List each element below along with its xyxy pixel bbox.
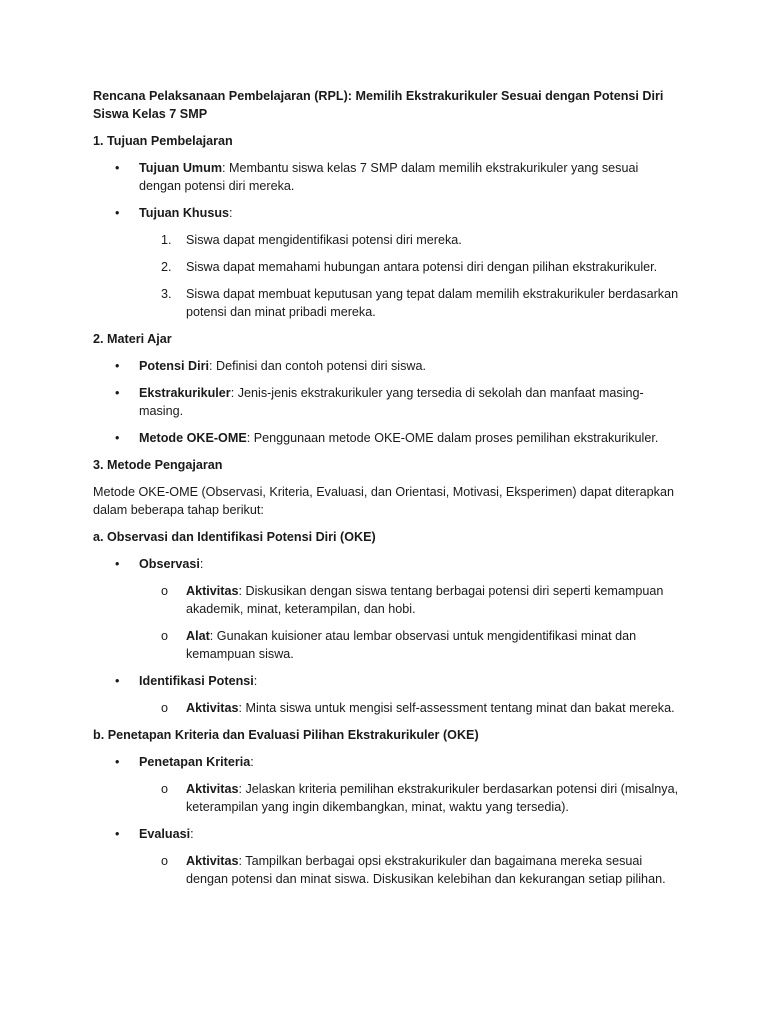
- bullet-text: : Definisi dan contoh potensi diri siswa.: [208, 359, 426, 373]
- numbered-item: [93, 258, 683, 276]
- subsection-heading-a: a. Observasi dan Identifikasi Potensi Diri (OKE): [93, 530, 376, 544]
- sub-bullet-text: : Tampilkan berbagai opsi ekstrakurikuler dan bagaimana mereka sesuai dengan potensi dan minat siswa. Diskusikan kelebihan dan kekurangan setiap pilihan.: [186, 854, 666, 886]
- metode-intro: Metode OKE-OME (Observasi, Kriteria, Evaluasi, dan Orientasi, Motivasi, Eksperimen) dapat diterapkan dalam beberapa tahap berikut:: [93, 485, 674, 517]
- bullet-tujuan-khusus: [93, 204, 683, 222]
- bullet-label: Evaluasi: [139, 827, 191, 841]
- bullet-icon: •: [115, 557, 120, 571]
- sub-bullet-aktivitas: [93, 852, 683, 888]
- bullet-text: :: [253, 674, 258, 688]
- bullet-label: Tujuan Khusus: [139, 206, 230, 220]
- bullet-observasi: [93, 555, 683, 573]
- bullet-label: Potensi Diri: [139, 359, 209, 373]
- bullet-text: : Jenis-jenis ekstrakurikuler yang tersedia di sekolah dan manfaat masing-masing.: [139, 386, 644, 418]
- bullet-text: :: [229, 206, 233, 220]
- sub-bullet-text: : Diskusikan dengan siswa tentang berbagai potensi diri seperti kemampuan akademik, minat, keterampilan, dan hobi.: [186, 584, 664, 616]
- section-heading-materi: 2. Materi Ajar: [93, 332, 172, 346]
- item-text: Siswa dapat membuat keputusan yang tepat dalam memilih ekstrakurikuler berdasarkan potensi dan minat pribadi mereka.: [186, 287, 679, 319]
- bullet-label: Identifikasi Potensi: [139, 674, 254, 688]
- bullet-tujuan-umum: [93, 159, 683, 195]
- bullet-penetapan-kriteria: [93, 753, 683, 771]
- bullet-potensi-diri: [93, 357, 683, 375]
- bullet-label: Penetapan Kriteria: [139, 755, 251, 769]
- bullet-label: Observasi: [139, 557, 200, 571]
- sub-bullet-aktivitas: [93, 780, 683, 816]
- sub-bullet-text: : Jelaskan kriteria pemilihan ekstrakurikuler berdasarkan potensi diri (misalnya, keterampilan yang ingin dikembangkan, minat, waktu yang tersedia).: [186, 782, 679, 814]
- numbered-item: [93, 285, 683, 321]
- bullet-icon: •: [115, 206, 120, 220]
- sub-bullet-label: Aktivitas: [186, 584, 239, 598]
- sub-bullet-aktivitas: [93, 582, 683, 618]
- section-heading-tujuan: 1. Tujuan Pembelajaran: [93, 134, 233, 148]
- bullet-label: Metode OKE-OME: [139, 431, 247, 445]
- bullet-text: :: [199, 557, 204, 571]
- bullet-icon: •: [115, 674, 120, 688]
- bullet-text: :: [190, 827, 194, 841]
- bullet-ekstrakurikuler: [93, 384, 683, 420]
- bullet-metode-oke-ome: [93, 429, 683, 447]
- item-text: Siswa dapat memahami hubungan antara potensi diri dengan pilihan ekstrakurikuler.: [186, 260, 658, 274]
- circle-bullet-icon: o: [161, 782, 169, 796]
- sub-bullet-text: : Minta siswa untuk mengisi self-assessment tentang minat dan bakat mereka.: [238, 701, 675, 715]
- numbered-item: [93, 231, 683, 249]
- item-number: 3.: [161, 287, 172, 301]
- bullet-icon: •: [115, 431, 120, 445]
- circle-bullet-icon: o: [161, 854, 169, 868]
- circle-bullet-icon: o: [161, 584, 169, 598]
- bullet-icon: •: [115, 386, 120, 400]
- sub-bullet-alat: [93, 627, 683, 663]
- circle-bullet-icon: o: [161, 701, 169, 715]
- bullet-icon: •: [115, 827, 120, 841]
- document-title: Rencana Pelaksanaan Pembelajaran (RPL): Memilih Ekstrakurikuler Sesuai dengan Potensi Diri Siswa Kelas 7 SMP: [93, 89, 664, 121]
- bullet-text: : Membantu siswa kelas 7 SMP dalam memilih ekstrakurikuler yang sesuai dengan potensi diri mereka.: [139, 161, 639, 193]
- sub-bullet-aktivitas: [93, 699, 683, 717]
- document-body: [93, 87, 683, 897]
- bullet-label: Ekstrakurikuler: [139, 386, 231, 400]
- sub-bullet-label: Aktivitas: [186, 782, 239, 796]
- item-number: 1.: [161, 233, 172, 247]
- sub-bullet-label: Alat: [186, 629, 210, 643]
- item-number: 2.: [161, 260, 172, 274]
- bullet-icon: •: [115, 755, 120, 769]
- bullet-evaluasi: [93, 825, 683, 843]
- bullet-text: : Penggunaan metode OKE-OME dalam proses pemilihan ekstrakurikuler.: [246, 431, 659, 445]
- bullet-icon: •: [115, 359, 120, 373]
- bullet-text: :: [250, 755, 254, 769]
- sub-bullet-label: Aktivitas: [186, 854, 239, 868]
- bullet-icon: •: [115, 161, 120, 175]
- circle-bullet-icon: o: [161, 629, 169, 643]
- section-heading-metode: 3. Metode Pengajaran: [93, 458, 223, 472]
- bullet-identifikasi-potensi: [93, 672, 683, 690]
- sub-bullet-text: : Gunakan kuisioner atau lembar observasi untuk mengidentifikasi minat dan kemampuan siswa.: [186, 629, 637, 661]
- item-text: Siswa dapat mengidentifikasi potensi diri mereka.: [186, 233, 462, 247]
- bullet-label: Tujuan Umum: [139, 161, 223, 175]
- sub-bullet-label: Aktivitas: [186, 701, 239, 715]
- subsection-heading-b: b. Penetapan Kriteria dan Evaluasi Pilihan Ekstrakurikuler (OKE): [93, 728, 479, 742]
